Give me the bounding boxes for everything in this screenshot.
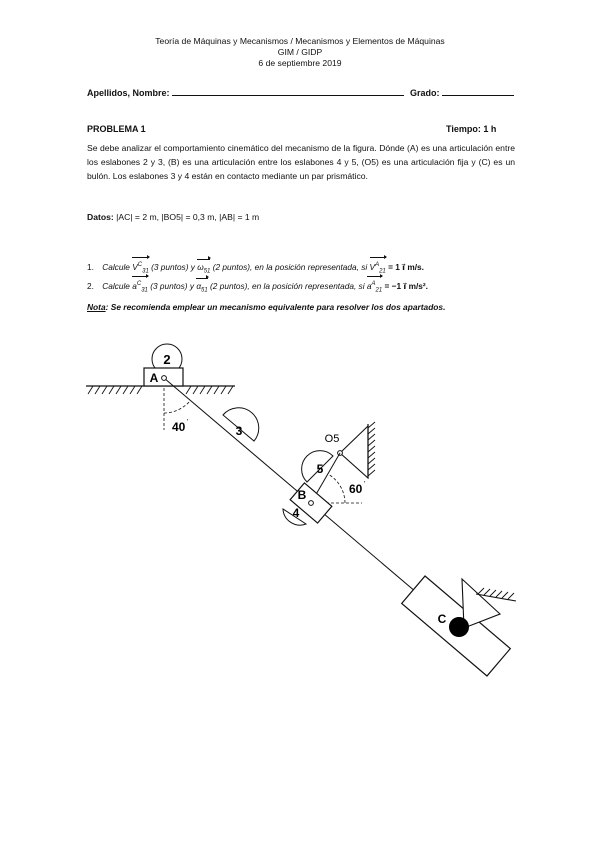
ground-hatch xyxy=(88,386,233,394)
label-link-2: 2 xyxy=(163,352,171,367)
label-pin-c: C xyxy=(437,612,447,626)
label-link-4: 4 xyxy=(292,506,300,520)
label-joint-a: A xyxy=(149,371,159,385)
support-c-triangle xyxy=(462,579,500,628)
degree-codes: GIM / GIDP xyxy=(277,47,323,57)
support-o5-triangle xyxy=(340,426,368,478)
angle-60-degree-mark: ' xyxy=(364,481,366,488)
problem-title: PROBLEMA 1 xyxy=(87,124,146,134)
label-link-5: 5 xyxy=(316,462,324,476)
vector-alpha51: $\alpha_{51}$ xyxy=(196,280,207,297)
exam-date: 6 de septiembre 2019 xyxy=(258,58,342,68)
note-text: : Se recomienda emplear un mecanismo equivalente para resolver los dos apartados. xyxy=(105,302,446,312)
given-velocity: = 1 i⃗ m/s. xyxy=(388,261,424,272)
vector-a31c: $a^C_{31}$ xyxy=(132,278,148,296)
note-label: Nota xyxy=(87,302,106,312)
data-label: Datos: xyxy=(87,212,114,222)
given-acceleration: = −1 i⃗ m/s². xyxy=(384,280,428,291)
angle-60-arc xyxy=(328,474,345,503)
name-label: Apellidos, Nombre: xyxy=(87,88,170,98)
support-o5-hatch xyxy=(368,422,375,476)
vector-omega51: $\omega_{51}$ xyxy=(197,261,210,278)
data-values: |AC| = 2 m, |BO5| = 0,3 m, |AB| = 1 m xyxy=(116,212,260,222)
joint-b-pin xyxy=(309,501,314,506)
pin-c xyxy=(450,618,469,637)
angle-40-label: 40 xyxy=(172,420,186,434)
question-1: 1. Calcule $V^C_{31}$ (3 puntos) y $\omega_{51}$ (2 puntos), en la posición representada, si $V^A_{21} = 1$ i⃗ m/s. xyxy=(87,259,424,277)
time-limit: Tiempo: 1 h xyxy=(446,124,497,134)
angle-60-label: 60 xyxy=(349,482,363,496)
problem-statement: Se debe analizar el comportamiento cinemático del mecanismo de la figura. Dónde (A) es una articulación entre los eslabones 2 y 3, (B) es una articulación entre los eslabones 4 y 5, (O5) es una articulación fija y (C) es un bulón. Los eslabones 3 y 4 están en contacto mediante un par prismático. xyxy=(87,143,515,181)
grade-label: Grado: xyxy=(410,88,440,98)
vector-v31c: $V^C_{31}$ xyxy=(132,259,149,277)
angle-40-degree-mark: ' xyxy=(187,419,189,426)
vector-a21a: $a^A_{21}$ xyxy=(367,278,382,296)
label-link-3: 3 xyxy=(235,424,243,438)
joint-a-pin xyxy=(162,376,167,381)
label-o5: O5 xyxy=(324,433,340,445)
vector-v21a: $V^A_{21}$ xyxy=(370,259,386,277)
course-title: Teoría de Máquinas y Mecanismos / Mecanismos y Elementos de Máquinas xyxy=(155,36,445,46)
label-joint-b: B xyxy=(297,488,307,502)
angle-40-arc xyxy=(164,401,190,413)
question-2: 2. Calcule $a^C_{31}$ (3 puntos) y $\alpha_{51}$ (2 puntos), en la posición representada, si $a^A_{21} = -1$ i⃗ m/s². xyxy=(87,278,428,296)
